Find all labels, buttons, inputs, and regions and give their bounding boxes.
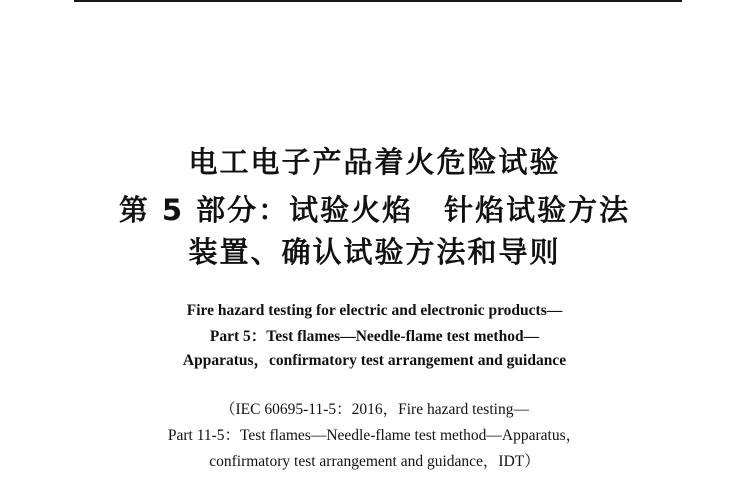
cn-title-line-3: 装置、确认试验方法和导则 <box>188 235 561 269</box>
en-title-line-2: Part 5：Test flames—Needle-flame test method— <box>209 328 540 345</box>
cn-title-line-1: 电工电子产品着火危险试验 <box>188 145 561 179</box>
cn-title-line-2: 第 5 部分：试验火焰 针焰试验方法 <box>118 193 631 227</box>
en-title-line-1: Fire hazard testing for electric and electronic products— <box>186 302 563 319</box>
standard-reference-line-2: Part 11-5：Test flames—Needle-flame test method—Apparatus， <box>167 427 582 444</box>
standard-reference-line-3: confirmatory test arrangement and guidance，IDT） <box>209 453 540 470</box>
standard-reference-line-1: （IEC 60695-11-5：2016，Fire hazard testing— <box>220 401 529 418</box>
top-rule <box>74 0 682 2</box>
en-title-line-3: Apparatus，confirmatory test arrangement and guidance <box>182 352 567 369</box>
